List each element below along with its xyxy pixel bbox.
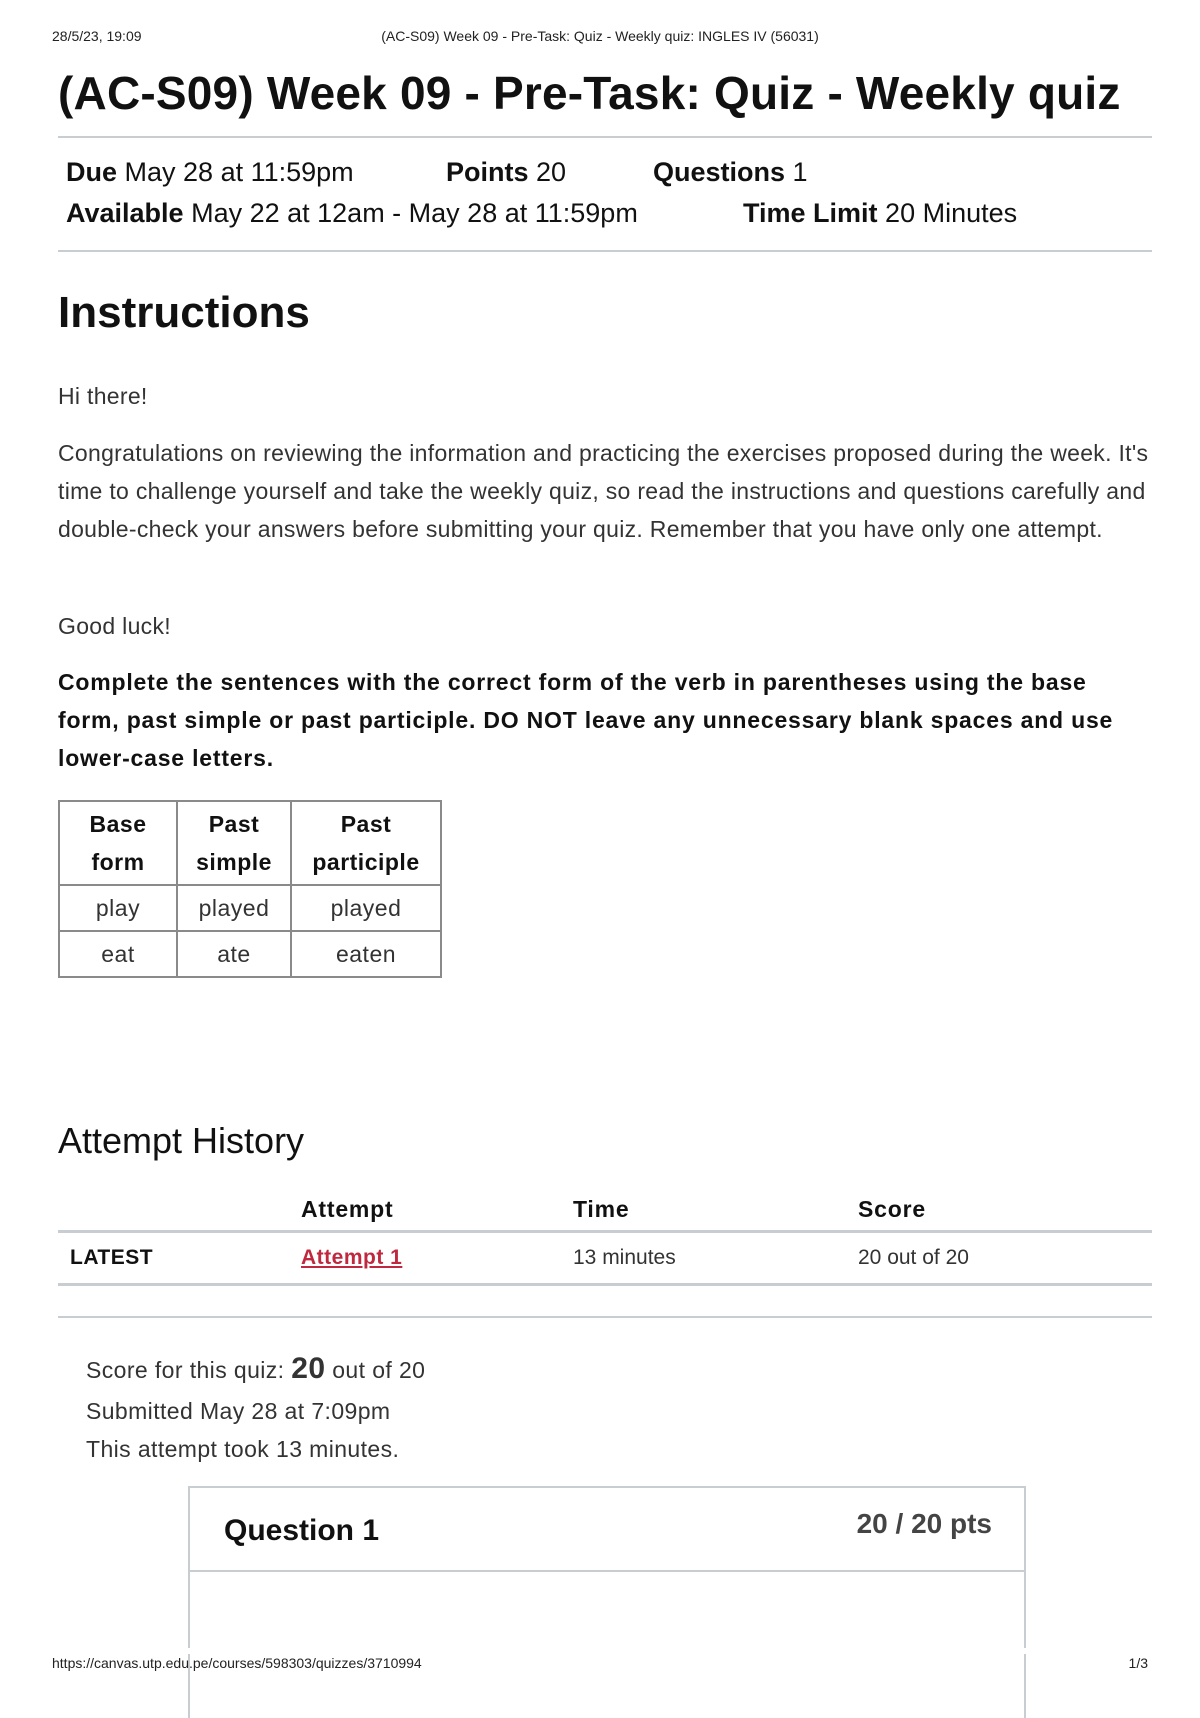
time-limit-label: Time Limit — [743, 198, 878, 228]
table-header: Base form — [59, 801, 177, 885]
print-footer — [52, 1655, 1148, 1675]
attempt-history-heading: Attempt History — [58, 1120, 305, 1161]
available-value: May 22 at 12am - May 28 at 11:59pm — [191, 198, 638, 228]
score-suffix: out of 20 — [325, 1357, 426, 1383]
table-row — [59, 931, 441, 977]
table-cell: played — [177, 885, 291, 931]
score-prefix: Score for this quiz: — [86, 1357, 292, 1383]
attempt-time: 13 minutes — [573, 1246, 676, 1269]
score-value: 20 — [291, 1352, 326, 1385]
print-date: 28/5/23, 19:09 — [52, 28, 142, 44]
quiz-questions — [653, 157, 808, 188]
time-limit-value: 20 Minutes — [885, 198, 1018, 228]
verb-forms-table — [58, 800, 442, 978]
points-value: 20 — [536, 157, 567, 187]
attempt-duration: This attempt took 13 minutes. — [86, 1436, 400, 1462]
quiz-title: (AC-S09) Week 09 - Pre-Task: Quiz - Weekly quiz — [58, 67, 1121, 119]
table-header-row — [58, 1190, 1152, 1233]
quiz-available — [66, 198, 638, 229]
table-cell: play — [59, 885, 177, 931]
print-header — [52, 28, 1148, 48]
attempt-history-table — [58, 1190, 1152, 1286]
table-header: Past participle — [291, 801, 441, 885]
table-header: Past simple — [177, 801, 291, 885]
question-title: Question 1 — [224, 1514, 380, 1547]
column-header-score: Score — [858, 1196, 926, 1222]
table-row — [58, 1233, 1152, 1286]
attempt-link[interactable]: Attempt 1 — [301, 1246, 403, 1269]
print-page-number: 1/3 — [1128, 1655, 1148, 1671]
instructions-closing: Good luck! — [58, 613, 171, 639]
quiz-time-limit — [743, 198, 1017, 229]
questions-value: 1 — [792, 157, 808, 187]
due-label: Due — [66, 157, 118, 187]
instructions-greeting: Hi there! — [58, 383, 148, 409]
divider — [58, 136, 1152, 138]
page-break — [0, 1648, 1200, 1654]
table-cell: ate — [177, 931, 291, 977]
instructions-body: Congratulations on reviewing the information and practicing the exercises proposed during the week. It's time to challenge yourself and take the weekly quiz, so read the instructions and questions carefully and double-check your answers before submitting your quiz. Remember that you have only one attempt. — [58, 440, 1149, 542]
due-value: May 28 at 11:59pm — [124, 157, 354, 187]
instructions-heading: Instructions — [58, 288, 310, 337]
print-url: https://canvas.utp.edu.pe/courses/598303/quizzes/3710994 — [52, 1655, 422, 1671]
table-cell: eat — [59, 931, 177, 977]
question-points: 20 / 20 pts — [856, 1508, 992, 1539]
table-cell: eaten — [291, 931, 441, 977]
instructions-task: Complete the sentences with the correct form of the verb in parentheses using the base form, past simple or past participle. DO NOT leave any unnecessary blank spaces and use lower-case letters. — [58, 669, 1114, 771]
divider — [58, 1316, 1152, 1318]
questions-label: Questions — [653, 157, 786, 187]
print-document-title: (AC-S09) Week 09 - Pre-Task: Quiz - Weekly quiz: INGLES IV (56031) — [381, 28, 819, 44]
question-card — [188, 1486, 1026, 1718]
column-header-attempt: Attempt — [301, 1196, 394, 1222]
table-row — [59, 885, 441, 931]
quiz-points — [446, 157, 566, 188]
available-label: Available — [66, 198, 184, 228]
table-cell: played — [291, 885, 441, 931]
attempt-score: 20 out of 20 — [858, 1246, 969, 1269]
question-header — [190, 1488, 1024, 1572]
points-label: Points — [446, 157, 529, 187]
quiz-score — [86, 1352, 425, 1386]
quiz-due — [66, 157, 354, 188]
submitted-time: Submitted May 28 at 7:09pm — [86, 1398, 391, 1424]
latest-tag: LATEST — [70, 1246, 154, 1269]
table-header-row — [59, 801, 441, 885]
divider — [58, 250, 1152, 252]
column-header-time: Time — [573, 1196, 630, 1222]
